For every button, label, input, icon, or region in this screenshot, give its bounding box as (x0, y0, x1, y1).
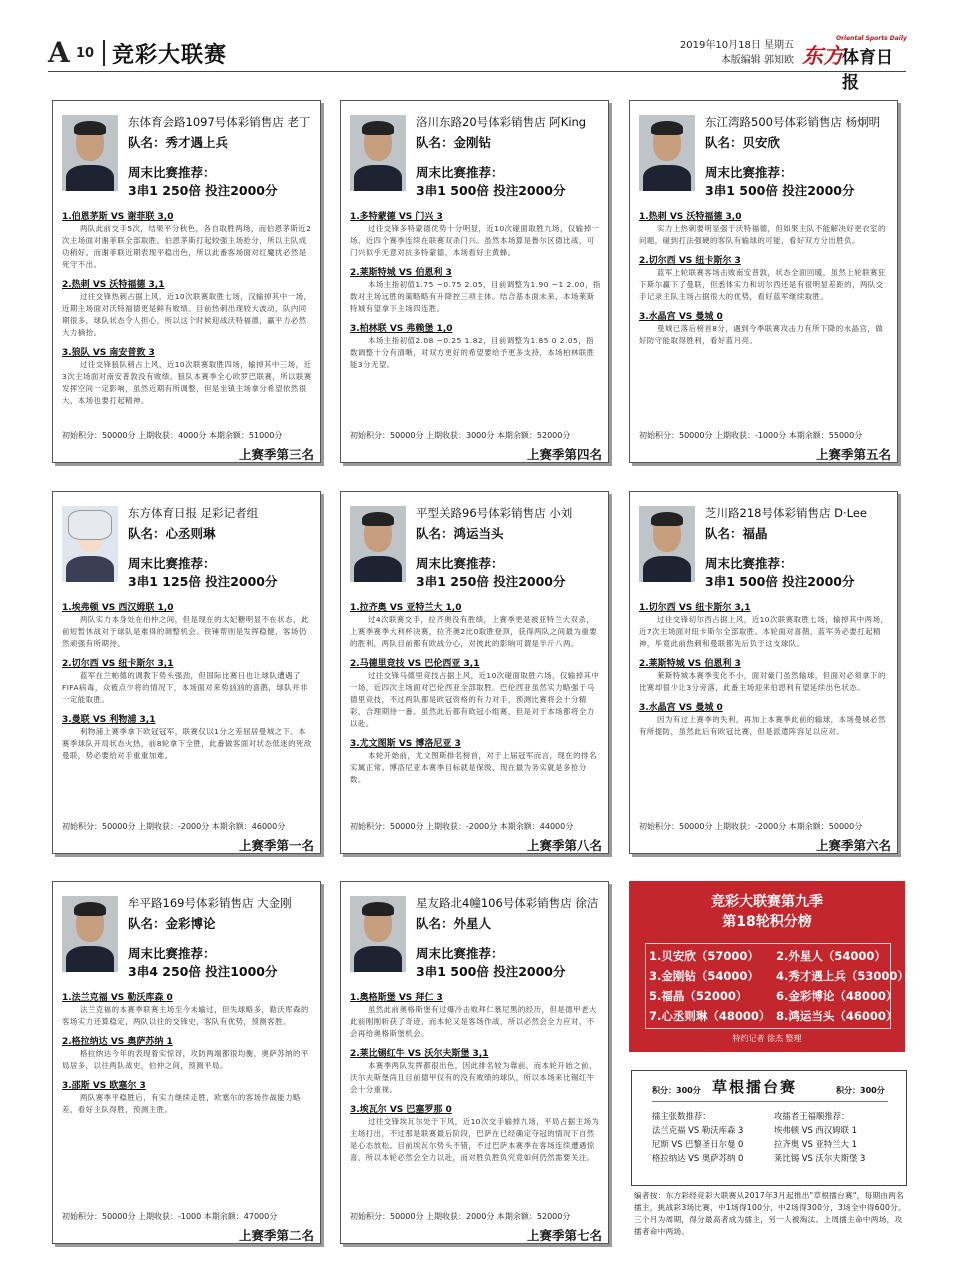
avatar-body (66, 946, 114, 972)
grassroots-right-column (774, 1109, 865, 1165)
recommendation-value: 3串1 250倍 投注2000分 (416, 574, 566, 589)
match-title: 1.埃弗顿 VS 西汉姆联 1,0 (62, 603, 174, 613)
standings-entry: 1.贝安欣（57000） (649, 949, 759, 963)
avatar-hair (74, 121, 106, 135)
challenger-points: 积分：300分 (652, 1086, 701, 1095)
recommendation-label: 周末比赛推荐： (128, 946, 216, 961)
recommendation-label: 周末比赛推荐： (705, 165, 793, 180)
match-title: 3.水晶宫 VS 曼城 0 (639, 312, 723, 322)
avatar (350, 896, 406, 972)
grassroots-line: 法兰克福 VS 勒沃库森 3 (652, 1125, 744, 1135)
recommendation-value: 3串1 250倍 投注2000分 (128, 183, 278, 198)
last-season-rank: 上赛季第三名 (238, 447, 314, 462)
match-title: 1.奥格斯堡 VS 拜仁 3 (350, 993, 443, 1003)
points-line: 初始积分：50000分 上期收获：-1000 本期余额：47000分 (62, 1212, 278, 1221)
avatar-body (354, 556, 402, 582)
expert-card (340, 881, 609, 1244)
grassroots-divider (652, 1101, 888, 1102)
avatar (62, 506, 118, 582)
expert-card (340, 491, 609, 854)
match-analysis (350, 602, 601, 794)
avatar-hair (74, 902, 106, 916)
match-analysis (639, 602, 890, 746)
avatar-hair (651, 121, 683, 135)
grassroots-line: 莱比锡 VS 沃尔夫斯堡 3 (774, 1153, 866, 1163)
issue-info (680, 38, 794, 68)
match-title: 3.狼队 VS 南安普敦 3 (62, 348, 155, 358)
points-line: 初始积分：50000分 上期收获：4000分 本期余额：51000分 (62, 431, 283, 440)
last-season-rank: 上赛季第七名 (526, 1228, 602, 1243)
match-title: 1.多特蒙德 VS 门兴 3 (350, 212, 443, 222)
match-title: 2.莱比锡红牛 VS 沃尔夫斯堡 3,1 (350, 1049, 489, 1059)
avatar-body (66, 165, 114, 191)
match-commentary: 过往交锋热刺占据上风，近10次联赛取胜七场，汉输掉其中一场，近期主场面对沃特福德更是鲜有败绩。目前热刺出现较大波动，队内同期很多，球队状态令人担心，所以这个时候迎战沃特福德，赢平力必然大力摘抬。 (62, 292, 312, 337)
standings-table (645, 943, 909, 1029)
standings-entry: 6.金彩博论（48000） (776, 989, 898, 1003)
match-title: 1.法兰克福 VS 勒沃库森 0 (62, 993, 173, 1003)
match-analysis (350, 211, 601, 379)
team-name: 队名：金彩博论 (128, 916, 216, 931)
avatar-body (66, 556, 114, 582)
match-analysis (62, 992, 313, 1124)
expert-card (629, 100, 898, 463)
match-title: 1.伯恩茅斯 VS 谢菲联 3,0 (62, 212, 174, 222)
expert-card (52, 881, 321, 1244)
match-title: 2.莱斯特城 VS 伯恩利 3 (639, 659, 741, 669)
avatar (62, 115, 118, 191)
expert-card (52, 491, 321, 854)
match-commentary: 过往交锋切尔西占据上风，近10次联赛取胜七场，输掉其中两场，近7次主场面对纽卡斯尔全部取胜。本轮面对喜鹊，蓝军务必要打起精神，毕竟此前热刺和曼联都先后负于这支球队。 (639, 615, 889, 648)
team-name: 队名：金刚钻 (416, 135, 492, 150)
last-season-rank: 上赛季第五名 (815, 447, 891, 462)
last-season-rank: 上赛季第四名 (526, 447, 602, 462)
grassroots-line: 埃弗顿 VS 西汉姆联 1 (774, 1125, 857, 1135)
match-commentary: 利物浦上赛季拿下欧冠冠军，联赛仅以1分之差屈居曼城之下。本赛季球队开局状态火热，前8轮拿下全胜，此番做客面对状态低迷的死敌曼联，势必要给对手重重加难。 (62, 727, 312, 760)
match-commentary: 过往交锋多特蒙德优势十分明显，近10次碰面取胜九场，仅输掉一场，近四个赛季连续在联赛双杀门兴。虽然本场算是鲁尔区德比战，可门兴似乎无意对抗多特蒙德，本场看好主黄蜂。 (350, 224, 600, 257)
match-commentary: 蓝军上轮联赛客场击败南安普敦，状态全面回暖，虽然上轮联赛狂下斯尔赢下了曼联，但悉体实力和切尔西还是有很明显差距的，两队交手记录主队主场占据很大的优势，看好蓝军继续取胜。 (639, 268, 886, 301)
match-commentary: 法兰克福的本赛季联赛主场至今未输过，但失球略多，勒沃库森的客场实力还算稳定，两队以往的交锋史，客队有优势，预测客胜。 (62, 1005, 309, 1026)
team-name: 队名：鸿运当头 (416, 526, 504, 541)
points-line: 初始积分：50000分 上期收获：-1000分 本期余额：55000分 (639, 431, 863, 440)
recommendation-label: 周末比赛推荐： (128, 165, 216, 180)
logo-paper-name: 体育日报 (842, 48, 893, 93)
match-commentary: 莱斯特城本赛季变化不小，面对豪门虽然输球，但面对必须拿下的比赛却很少让3分旁落，此番主场迎来伯恩利有望延续出色状态。 (639, 671, 886, 692)
match-commentary: 两队实力本身处在伯仲之间，但是现在的太妃糖明显不在状态，此前短暂休战对于球队是难得的调整机会。铁锤帮则是发挥稳健，客场仍然顽强有所期待。 (62, 615, 309, 648)
points-line: 初始积分：50000分 上期收获：-2000分 本期余额：44000分 (350, 822, 574, 831)
standings-entry: 8.鸿运当头（46000） (776, 1009, 898, 1023)
recommendation-value: 3串1 500倍 投注2000分 (705, 574, 855, 589)
last-season-rank: 上赛季第一名 (238, 838, 314, 853)
match-commentary: 蓝军在兰帕德的调教下势头强劲，但国际比赛日也让球队遭遇了FIFA病毒，众被点少将的情况下，本场面对来势汹汹的喜鹊，球队并非一定能取胜。 (62, 671, 308, 704)
grassroots-left-column (652, 1109, 743, 1165)
grassroots-line: 擂主张数推荐： (652, 1111, 711, 1121)
recommendation-value: 3串4 250倍 投注1000分 (128, 964, 278, 979)
grassroots-line: 拉齐奥 VS 亚特兰大 1 (774, 1139, 857, 1149)
team-name: 队名：外星人 (416, 916, 492, 931)
recommendation-value: 3串1 500倍 投注2000分 (705, 183, 855, 198)
match-title: 1.热刺 VS 沃特福德 3,0 (639, 212, 742, 222)
match-analysis (639, 211, 890, 355)
issue-date: 2019年10月18日 星期五 (679, 40, 794, 51)
match-analysis (62, 211, 313, 415)
match-commentary: 本赛季两队发挥都很出色，因此排名较为靠前，而本轮开始之前，沃尔夫斯堡尚且目前德甲仅有的没有败绩的球队，所以本场来比锡红牛会十分重视。 (350, 1061, 597, 1094)
avatar (62, 896, 118, 972)
last-season-rank: 上赛季第八名 (526, 838, 602, 853)
grassroots-box (631, 1070, 907, 1186)
match-commentary: 过往交锋埃瓦尔处于下风，近10次交手输掉九场，平局占据主场为主场打出，不过那是联赛最后阶段，巴萨在已经确定夺冠的情况下自然是心态放松。目前埃瓦尔势头不错，不过巴萨本赛季在客场连续遭遇惊喜，所以本轮必然会全力以赴，而对胜负胜负究竟如何仍然需要关注。 (350, 1117, 600, 1162)
match-commentary: 虽然此前奥格斯堡有过爆冷击败拜仁慕尼黑的经历，但是德甲老大此前刚刚斩获了奇迹，而本轮又是客场作战，所以必然会全力应对，不会再给奥格斯堡机会。 (350, 1005, 597, 1038)
match-commentary: 曼城已落后榜首8分，遇到今季联赛攻击力有所下降的水晶宫，做好防守能取得胜利，看好蓝月亮。 (639, 324, 884, 345)
avatar-body (354, 165, 402, 191)
store-name: 芝川路218号体彩销售店 D·Lee (705, 506, 867, 520)
store-name: 星友路北4幢106号体彩销售店 徐洁 (416, 896, 599, 910)
recommendation-label: 周末比赛推荐： (128, 556, 216, 571)
points-line: 初始积分：50000分 上期收获：-2000分 本期余额：46000分 (62, 822, 286, 831)
last-season-rank: 上赛季第六名 (815, 838, 891, 853)
team-name: 队名：贝安欣 (705, 135, 781, 150)
match-commentary: 过往交锋狼队稍占上风，近10次联赛取胜四场，输掉其中三场，近3次主场面对南安普敦没有败绩。狼队本赛季全心欧罗巴联赛，所以联赛发挥空间一定影响，虽然近期有所调整，但是坐镇主场拿分希望依然很大，本场也要打起精神。 (62, 360, 312, 405)
team-name: 队名：秀才遇上兵 (128, 135, 229, 150)
logo-english: Oriental Sports Daily (836, 35, 907, 42)
page-number: 10 (76, 46, 95, 61)
match-title: 3.曼联 VS 利物浦 3,1 (62, 715, 156, 725)
avatar-body (354, 946, 402, 972)
avatar-hair (362, 121, 394, 135)
page-header (48, 30, 907, 93)
match-title: 2.马德里竞技 VS 巴伦西亚 3,1 (350, 659, 480, 669)
expert-card (340, 100, 609, 463)
match-analysis (62, 602, 313, 770)
section-title: 竞彩大联赛 (112, 43, 228, 68)
standings-credit: 特约记者 徐杰 整理 (732, 1034, 802, 1043)
recommendation-value: 3串1 500倍 投注2000分 (416, 964, 566, 979)
grassroots-line: 格拉纳达 VS 奥萨苏纳 0 (652, 1153, 744, 1163)
match-title: 3.尤文图斯 VS 博洛尼亚 3 (350, 739, 461, 749)
match-analysis (350, 992, 601, 1172)
issue-editor: 本版编辑 郭知欧 (720, 55, 794, 66)
match-title: 3.水晶宫 VS 曼城 0 (639, 703, 723, 713)
standings-box (629, 881, 909, 1052)
match-title: 3.柏林联 VS 弗赖堡 1,0 (350, 324, 453, 334)
standings-title: 竞彩大联赛第九季 (711, 894, 823, 910)
avatar (639, 506, 695, 582)
expert-card (629, 491, 898, 854)
avatar-hair (68, 510, 112, 540)
match-commentary: 过往交锋马德里竞技占据上风，近10次碰面取胜六场，仅输掉其中一场，近四次主场面对巴伦西亚全部取胜。巴伦西亚虽然实力略强于马德里竞技，不过两队都是欧冠资格的有力对手，预测比赛将会十分精彩，合理期待一番。虽然此后都有欧冠小组赛，但是对于本场都将全力以赴。 (350, 671, 600, 728)
avatar (350, 115, 406, 191)
recommendation-label: 周末比赛推荐： (416, 946, 504, 961)
avatar-body (643, 165, 691, 191)
match-title: 3.埃瓦尔 VS 巴塞罗那 0 (350, 1105, 452, 1115)
avatar-hair (362, 902, 394, 916)
header-divider (103, 40, 105, 66)
match-title: 2.切尔西 VS 纽卡斯尔 3 (639, 256, 741, 266)
editor-note: 编者按：东方彩经竞彩大联赛从2017年3月起推出"草根擂台赛"，每期由两名擂主，挑战彩3场比赛，中1场得100分，中2场得300分，3场全中得600分。三个月为周期，得分最高者成为擂主，另一人被淘汰。上周擂主命中两场，攻擂者命中两场。 (634, 1191, 906, 1236)
match-title: 1.拉齐奥 VS 亚特兰大 1,0 (350, 603, 462, 613)
match-commentary: 过4次联赛交手，拉齐奥没有胜绩，上赛季更是被亚特兰大双杀，上赛季赛季大利杯决赛，拉齐奥2比0取胜登顶，获得两队之间最为重要的胜利，两队目前都有欧战分心，对彼此的影响可谓是半斤八两。 (350, 615, 598, 648)
avatar-body (643, 556, 691, 582)
match-title: 3.邵斯 VS 欧塞尔 3 (62, 1081, 146, 1091)
match-title: 2.格拉纳达 VS 奥萨苏纳 1 (62, 1037, 173, 1047)
match-title: 2.莱斯特城 VS 伯恩利 3 (350, 268, 452, 278)
store-name: 洛川东路20号体彩销售店 阿King (416, 115, 587, 129)
standings-entry: 7.心丞则琳（48000） (649, 1009, 771, 1023)
recommendation-label: 周末比赛推荐： (705, 556, 793, 571)
standings-entry: 2.外星人（54000） (776, 949, 886, 963)
team-name: 队名：福晶 (705, 526, 768, 541)
store-name: 东方体育日报 足彩记者组 (128, 506, 259, 520)
match-commentary: 实力上热刺要明显强于沃特福德，但如果主队不能解决好更衣室的问题，碰到打法强硬的客队有输球的可能，看好双方分出胜负。 (639, 224, 886, 245)
grassroots-line: 攻擂者王福顺推荐： (774, 1111, 850, 1121)
recommendation-label: 周末比赛推荐： (416, 165, 504, 180)
champion-points: 积分：300分 (836, 1086, 885, 1095)
standings-entry: 5.福晶（52000） (649, 989, 748, 1003)
standings-entry: 4.秀才遇上兵（53000） (776, 969, 909, 983)
avatar (350, 506, 406, 582)
match-commentary: 本场主指初值1.75 −0.75 2.05，目前调整为1.90 −1 2.00，指数对主场远胜的策略略有升降控三项主体。结合基本面未来，本场莱斯特城有望拿下主场四连胜。 (350, 280, 601, 313)
grassroots-line: 尼斯 VS 巴黎圣日尔曼 0 (652, 1139, 744, 1149)
avatar-hair (362, 512, 394, 526)
standings-subtitle: 第18轮积分榜 (722, 914, 812, 930)
store-name: 东体育会路1097号体彩销售店 老丁 (128, 115, 311, 129)
points-line: 初始积分：50000分 上期收获：-2000分 本期余额：50000分 (639, 822, 863, 831)
points-line: 初始积分：50000分 上期收获：3000分 本期余额：52000分 (350, 431, 571, 440)
match-commentary: 本轮开始前，尤文图斯排名榜首，对于上届冠军而言，现在的排名实属正常。博洛尼亚本赛季目标就是保级，现在最为务实就是多抢分数。 (350, 751, 597, 784)
recommendation-value: 3串1 500倍 投注2000分 (416, 183, 566, 198)
logo-dongfang: 东方 (802, 44, 844, 68)
team-name: 队名：心丞则琳 (128, 526, 216, 541)
avatar-hair (651, 512, 683, 526)
avatar (639, 115, 695, 191)
store-name: 牟平路169号体彩销售店 大金刚 (128, 896, 292, 910)
match-commentary: 两队此前交手5次，结果平分秋色，各自取胜两场，而伯恩茅斯近2次主场面对谢菲联全部取胜。伯恩茅斯打起较强主场抢分，所以主队成功稍好。而谢菲联近期表现平稳出色，所以此番客场面对红魔扰必然是死守不出。 (62, 224, 312, 269)
match-title: 1.切尔西 VS 纽卡斯尔 3,1 (639, 603, 751, 613)
page-letter: A (48, 36, 69, 69)
recommendation-value: 3串1 125倍 投注2000分 (128, 574, 278, 589)
match-title: 2.热刺 VS 沃特福德 3,1 (62, 280, 165, 290)
store-name: 平型关路96号体彩销售店 小刘 (416, 506, 573, 520)
grassroots-title: 草根擂台赛 (712, 1078, 798, 1096)
last-season-rank: 上赛季第二名 (238, 1228, 314, 1243)
newspaper-logo (802, 34, 907, 93)
match-commentary: 格拉纳达今年的表现着实惊讶，攻防两端都很均衡，奥萨苏纳的平局居多，以往两队战史，伯仲之间，预测平局。 (62, 1049, 309, 1070)
store-name: 东江湾路500号体彩销售店 杨炯明 (705, 115, 881, 129)
standings-entry: 3.金刚钻（54000） (649, 969, 759, 983)
points-line: 初始积分：50000分 上期收获：2000分 本期余额：52000分 (350, 1212, 571, 1221)
expert-card (52, 100, 321, 463)
match-title: 2.切尔西 VS 纽卡斯尔 3,1 (62, 659, 174, 669)
match-commentary: 两队赛季平稳胜后，有实力继续走胜，欧塞尔的客场作战能力略差，看好主队得胜，预测主胜。 (62, 1093, 301, 1114)
recommendation-label: 周末比赛推荐： (416, 556, 504, 571)
match-commentary: 本场主指初值2.08 −0.25 1.82，目前调整为1.85 0 2.05，指数调整十分有清晰，对双方更好的希望要给予更多支持，本场柏林联胜能3分无望。 (350, 336, 595, 369)
match-commentary: 因为有过上赛季的失利，再加上本赛季此前的输球，本场曼城必然有所提防，虽然此后有欧冠比赛，但是派遣阵容足以应对。 (639, 715, 886, 736)
